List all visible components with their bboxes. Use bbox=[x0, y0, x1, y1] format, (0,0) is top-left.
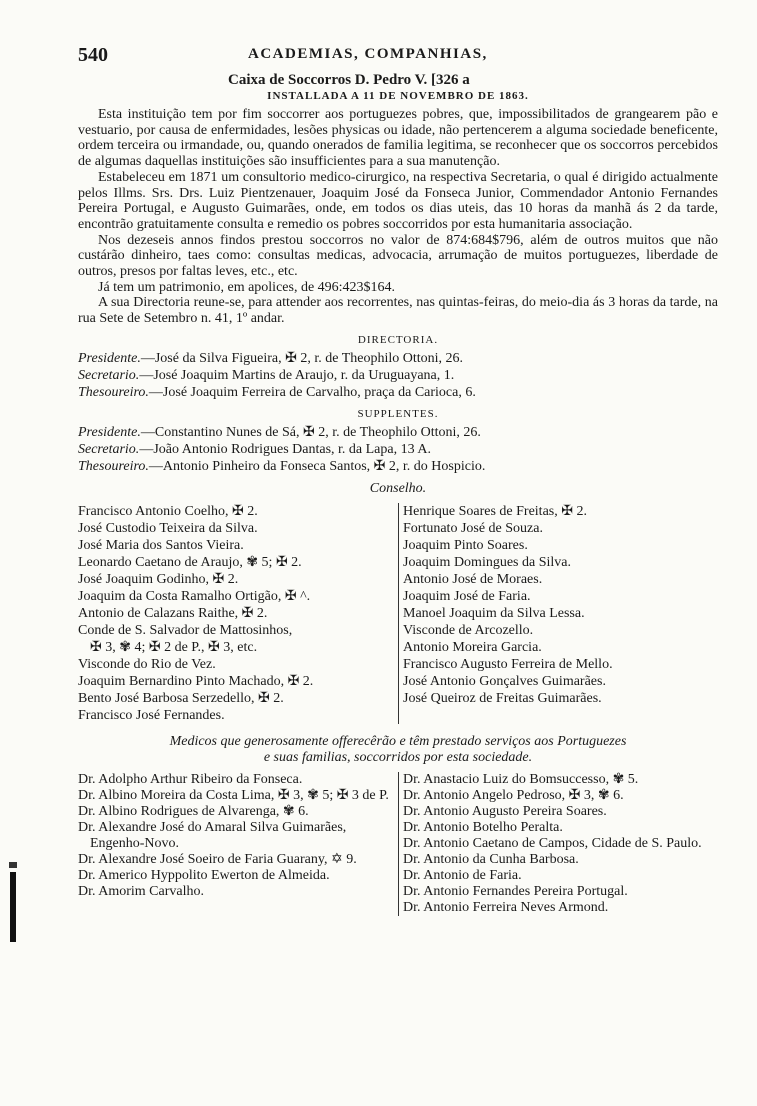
list-item: Dr. Antonio Ferreira Neves Armond. bbox=[403, 899, 609, 915]
officer-text: —José Joaquim Martins de Araujo, r. da Uruguayana, 1. bbox=[139, 367, 455, 383]
list-item: Francisco José Fernandes. bbox=[78, 707, 225, 723]
list-item: Antonio de Calazans Raithe, ✠ 2. bbox=[78, 605, 268, 621]
page bbox=[78, 44, 718, 916]
paragraph: Nos dezeseis annos findos prestou soccorros no valor de 874:684$796, além de outros muitos que não custárão dinheiro, taes como: consultas medicas, advocacia, arrumação de muitos portuguezes, liberdade de outros, presos por faltas leves, etc., etc. bbox=[78, 232, 718, 280]
list-item: Dr. Antonio Caetano de Campos, Cidade de S. Paulo. bbox=[403, 835, 702, 851]
medicos-heading bbox=[78, 734, 718, 766]
list-item: Joaquim Pinto Soares. bbox=[403, 537, 528, 553]
supplentes-heading: SUPPLENTES. bbox=[357, 407, 439, 420]
page-number: 540 bbox=[78, 44, 108, 66]
list-item: ✠ 3, ✾ 4; ✠ 2 de P., ✠ 3, etc. bbox=[90, 639, 258, 655]
paragraph: Esta instituição tem por fim soccorrer aos portuguezes pobres, que, impossibilitados de grangearem pão e vestuario, por causa de enfermidades, lesões physicas ou idade, não pertencerem a alguma sociedade beneficente, ordem terceira ou irmandade, ou, quando onerados de familia legitima, se reconhecer que os soccorros percebidos de algumas daquellas instituições são insufficientes para a sua manutenção. bbox=[78, 107, 718, 170]
list-item: José Custodio Teixeira da Silva. bbox=[78, 520, 258, 536]
list-item: Dr. Alexandre José do Amaral Silva Guimarães, Engenho-Novo. bbox=[78, 819, 347, 851]
officer-row bbox=[78, 458, 718, 475]
article-subtitle: INSTALLADA A 11 DE NOVEMBRO DE 1863. bbox=[267, 90, 529, 102]
officer-role: Presidente. bbox=[78, 350, 141, 366]
list-item: Francisco Antonio Coelho, ✠ 2. bbox=[78, 503, 258, 519]
list-item: Dr. Albino Rodrigues de Alvarenga, ✾ 6. bbox=[78, 803, 309, 819]
officer-text: —José da Silva Figueira, ✠ 2, r. de Theophilo Ottoni, 26. bbox=[140, 350, 464, 366]
list-item: Manoel Joaquim da Silva Lessa. bbox=[403, 605, 585, 621]
list-item: Joaquim Domingues da Silva. bbox=[403, 554, 571, 570]
conselho-right-column bbox=[398, 503, 718, 724]
officer-row bbox=[78, 441, 718, 458]
directoria-heading: DIRECTORIA. bbox=[357, 333, 439, 346]
list-item: Dr. Adolpho Arthur Ribeiro da Fonseca. bbox=[78, 771, 303, 787]
article-title: Caixa de Soccorros D. Pedro V. [326 a bbox=[228, 72, 470, 88]
page-header bbox=[78, 44, 718, 70]
list-item: Dr. Albino Moreira da Costa Lima, ✠ 3, ✾ 5; ✠ 3 de P. bbox=[78, 787, 389, 803]
officer-role: Secretario. bbox=[78, 367, 140, 383]
directoria-list bbox=[78, 350, 718, 401]
list-item: Conde de S. Salvador de Mattosinhos, bbox=[78, 622, 293, 638]
list-item: Francisco Augusto Ferreira de Mello. bbox=[403, 656, 613, 672]
list-item: Joaquim Bernardino Pinto Machado, ✠ 2. bbox=[78, 673, 314, 689]
medicos-right-column bbox=[398, 772, 718, 916]
list-item: Dr. Alexandre José Soeiro de Faria Guarany, ✡ 9. bbox=[78, 851, 357, 867]
margin-mark bbox=[9, 862, 17, 868]
list-item: Dr. Antonio Botelho Peralta. bbox=[403, 819, 563, 835]
officer-row bbox=[78, 384, 718, 401]
medicos-left-column bbox=[78, 772, 398, 916]
list-item: Dr. Antonio da Cunha Barbosa. bbox=[403, 851, 579, 867]
medicos-columns bbox=[78, 772, 718, 916]
officer-row bbox=[78, 350, 718, 367]
margin-bar bbox=[10, 872, 16, 942]
supplentes-list bbox=[78, 424, 718, 475]
list-item: José Queiroz de Freitas Guimarães. bbox=[403, 690, 602, 706]
officer-role: Thesoureiro. bbox=[78, 458, 149, 474]
list-item: Dr. Anastacio Luiz do Bomsuccesso, ✾ 5. bbox=[403, 771, 639, 787]
running-title: ACADEMIAS, COMPANHIAS, bbox=[248, 46, 488, 62]
officer-row bbox=[78, 424, 718, 441]
officer-text: —Antonio Pinheiro da Fonseca Santos, ✠ 2, r. do Hospicio. bbox=[148, 458, 486, 474]
officer-role: Presidente. bbox=[78, 424, 141, 440]
list-item: Dr. Amorim Carvalho. bbox=[78, 883, 204, 899]
conselho-left-column bbox=[78, 503, 398, 724]
medicos-heading-line: Medicos que generosamente offerecêrão e têm prestado serviços aos Portuguezes bbox=[169, 733, 627, 749]
list-item: Dr. Antonio Fernandes Pereira Portugal. bbox=[403, 883, 628, 899]
conselho-columns bbox=[78, 503, 718, 724]
conselho-heading: Conselho. bbox=[369, 480, 427, 496]
list-item: Visconde de Arcozello. bbox=[403, 622, 534, 638]
list-item: Joaquim José de Faria. bbox=[403, 588, 531, 604]
list-item: Dr. Americo Hyppolito Ewerton de Almeida. bbox=[78, 867, 330, 883]
paragraph: Estabeleceu em 1871 um consultorio medico-cirurgico, na respectiva Secretaria, o qual é dirigido actualmente pelos Illms. Srs. Drs. Luiz Pientzenauer, Joaquim José da Fonseca Junior, Commendador Antonio Fernandes Pereira Portugal, e Augusto Guimarães, onde, em todos os dias uteis, das 10 horas da manhã ás 2 da tarde, encontrão gratuitamente consulta e remedio os pobres soccorridos por esta humanitaria associação. bbox=[78, 169, 718, 232]
list-item: José Joaquim Godinho, ✠ 2. bbox=[78, 571, 239, 587]
officer-text: —José Joaquim Ferreira de Carvalho, praça da Carioca, 6. bbox=[148, 384, 476, 400]
list-item: Leonardo Caetano de Araujo, ✾ 5; ✠ 2. bbox=[78, 554, 302, 570]
paragraph: A sua Directoria reune-se, para attender aos recorrentes, nas quintas-feiras, do meio-dia ás 3 horas da tarde, na rua Sete de Setembro n. 41, 1º andar. bbox=[78, 295, 718, 327]
list-item: José Antonio Gonçalves Guimarães. bbox=[403, 673, 606, 689]
list-item: Fortunato José de Souza. bbox=[403, 520, 543, 536]
officer-role: Thesoureiro. bbox=[78, 384, 149, 400]
list-item: Joaquim da Costa Ramalho Ortigão, ✠ ^. bbox=[78, 588, 311, 604]
list-item: Visconde do Rio de Vez. bbox=[78, 656, 216, 672]
officer-row bbox=[78, 367, 718, 384]
paragraph: Já tem um patrimonio, em apolices, de 496:423$164. bbox=[98, 279, 396, 295]
officer-role: Secretario. bbox=[78, 441, 140, 457]
list-item: Henrique Soares de Freitas, ✠ 2. bbox=[403, 503, 587, 519]
list-item: Dr. Antonio Augusto Pereira Soares. bbox=[403, 803, 607, 819]
list-item: Bento José Barbosa Serzedello, ✠ 2. bbox=[78, 690, 284, 706]
list-item: Antonio Moreira Garcia. bbox=[403, 639, 542, 655]
list-item: Dr. Antonio Angelo Pedroso, ✠ 3, ✾ 6. bbox=[403, 787, 624, 803]
list-item: Antonio José de Moraes. bbox=[403, 571, 543, 587]
officer-text: —Constantino Nunes de Sá, ✠ 2, r. de Theophilo Ottoni, 26. bbox=[140, 424, 481, 440]
medicos-heading-line: e suas familias, soccorridos por esta sociedade. bbox=[263, 749, 533, 765]
list-item: Dr. Antonio de Faria. bbox=[403, 867, 522, 883]
list-item: José Maria dos Santos Vieira. bbox=[78, 537, 244, 553]
officer-text: —João Antonio Rodrigues Dantas, r. da Lapa, 13 A. bbox=[139, 441, 431, 457]
